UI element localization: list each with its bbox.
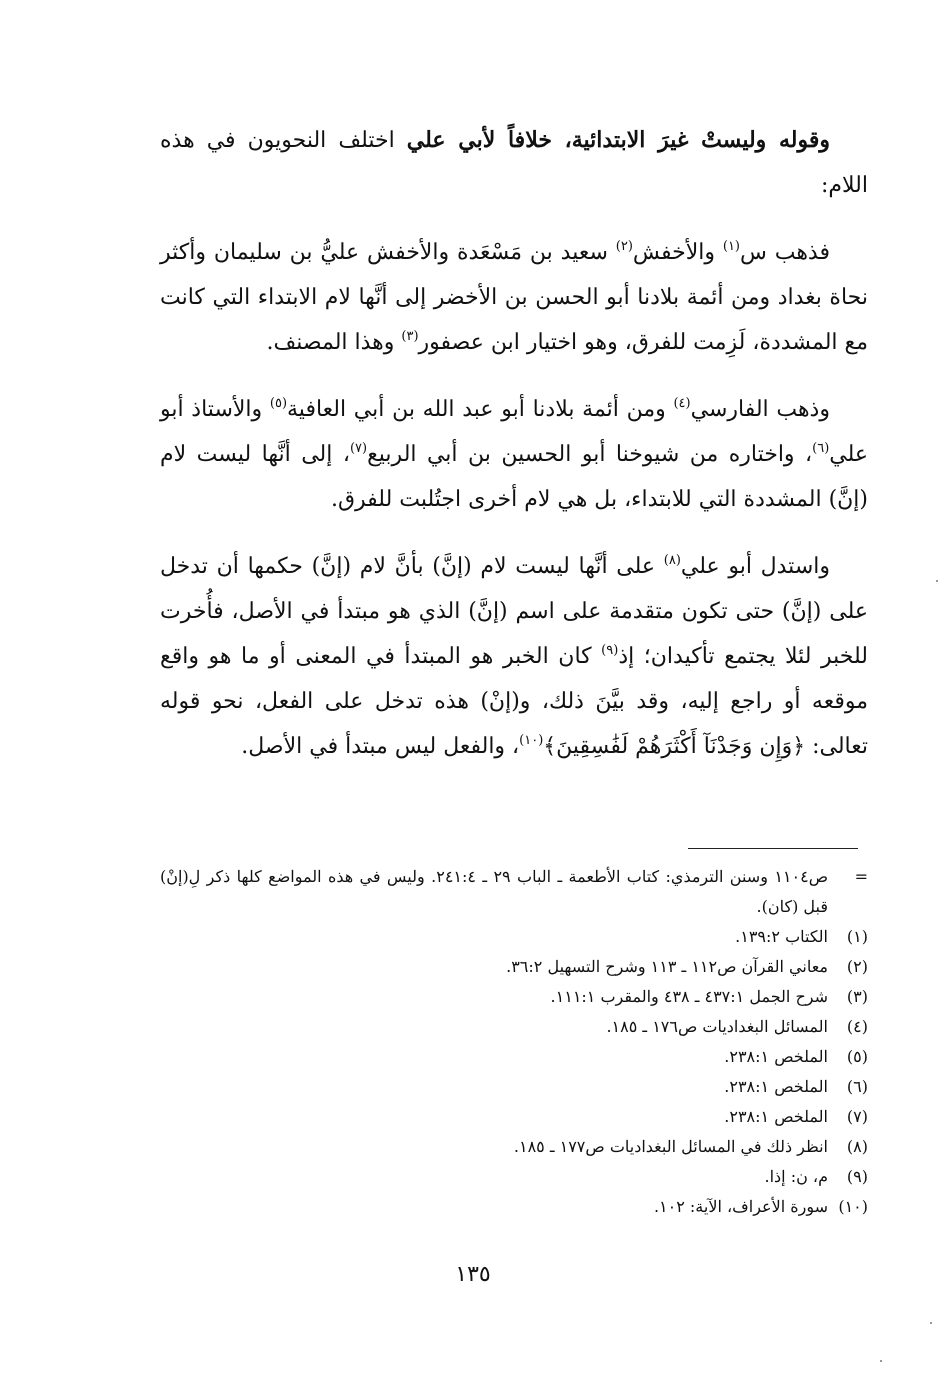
footnote-number: (٩) (846, 1167, 868, 1186)
footnote-2 (160, 952, 868, 982)
footnote-text: المسائل البغداديات ص١٧٦ ـ ١٨٥. (606, 1017, 828, 1036)
footnote-ref-1: (١) (722, 239, 740, 254)
paragraph-1 (160, 118, 868, 208)
footnote-1 (160, 922, 868, 952)
footnote-number: (٧) (846, 1107, 868, 1126)
footnote-8 (160, 1132, 868, 1162)
footnote-text: م، ن: إذا. (764, 1167, 828, 1186)
footnote-10 (160, 1192, 868, 1222)
footnote-text: الملخص ٢٣٨:١. (724, 1077, 828, 1096)
footnote-marker: = (854, 867, 868, 886)
footnote-divider (688, 848, 858, 849)
footnote-ref-6: (٦) (812, 441, 830, 456)
scan-speck (880, 1360, 882, 1362)
footnote-3 (160, 982, 868, 1012)
paragraph-3-seg5: ، إلى أنَّها ليست لام (إنَّ) المشددة التي للابتداء، بل هي لام أخرى اجتُلبت للفرق. (160, 442, 868, 512)
footnote-number: (٢) (846, 957, 868, 976)
paragraph-2 (160, 230, 868, 365)
footnote-ref-3: (٣) (401, 329, 419, 344)
footnote-text: شرح الجمل ٤٣٧:١ ـ ٤٣٨ والمقرب ١١١:١. (550, 987, 828, 1006)
paragraph-3-seg2: ومن أئمة بلادنا أبو عبد الله بن أبي العافية (287, 397, 674, 422)
footnote-5 (160, 1042, 868, 1072)
paragraph-4-seg2: على أنَّها ليست لام (إنَّ) بأنَّ لام (إنَّ) حكمها أن تدخل على (إنَّ) حتى تكون متقدمة على اسم (إنَّ) الذي هو مبتدأ في الأصل، فأُخرت للخبر لئلا يجتمع تأكيدان؛ إذ (160, 554, 868, 669)
footnote-number: (١٠) (838, 1197, 868, 1216)
paragraph-4-seg1: واستدل أبو علي (680, 554, 830, 579)
paragraph-3-seg3: والأستاذ أبو علي (160, 397, 869, 467)
footnote-ref-7: (٧) (349, 441, 368, 456)
paragraph-4-seg4: ، والفعل ليس مبتدأ في الأصل. (241, 734, 520, 759)
paragraph-3-seg1: وذهب الفارسي (690, 397, 830, 422)
paragraph-1-lead: وقوله وليستْ غيرَ الابتدائية، خلافاً لأبي علي (406, 127, 830, 153)
main-text (160, 118, 868, 791)
paragraph-2-seg4: وهذا المصنف. (266, 330, 402, 355)
footnote-continuation (160, 862, 868, 922)
footnote-number: (٨) (846, 1137, 868, 1156)
footnotes (160, 862, 868, 1222)
footnote-ref-5: (٥) (269, 396, 288, 411)
paragraph-2-seg1: فذهب س (740, 240, 830, 265)
paragraph-1-rest: اختلف النحويون في هذه اللام: (160, 128, 868, 198)
footnote-number: (٤) (846, 1017, 868, 1036)
footnote-ref-8: (٨) (663, 553, 681, 568)
paragraph-4 (160, 544, 868, 769)
footnote-4 (160, 1012, 868, 1042)
footnote-ref-4: (٤) (673, 396, 691, 411)
footnote-text: معاني القرآن ص١١٢ ـ ١١٣ وشرح التسهيل ٣٦:٢. (506, 957, 828, 976)
paragraph-2-seg3: سعيد بن مَسْعَدة والأخفش عليُّ بن سليمان وأكثر نحاة بغداد ومن أئمة بلادنا أبو الحسن بن الأخضر إلى أنَّها لام الابتداء التي كانت مع المشددة، لَزِمت للفرق، وهو اختيار ابن عصفور (160, 240, 868, 355)
paragraph-2-seg2: والأخفش (632, 240, 723, 265)
scan-speck (930, 1322, 932, 1324)
footnote-number: (١) (846, 927, 868, 946)
footnote-text: الكتاب ١٣٩:٢. (735, 927, 828, 946)
footnote-number: (٦) (846, 1077, 868, 1096)
footnote-7 (160, 1102, 868, 1132)
footnote-number: (٥) (846, 1047, 868, 1066)
paragraph-3 (160, 387, 868, 522)
footnote-text: ص١١٠٤ وسنن الترمذي: كتاب الأطعمة ـ الباب ٢٩ ـ ٢٤١:٤. وليس في هذه المواضع كلها ذكر لِ(إنْ) قبل (كان). (160, 867, 829, 916)
paragraph-4-seg3: كان الخبر هو المبتدأ في المعنى أو ما هو واقع موقعه أو راجع إليه، وقد بيَّنَ ذلك، و(إنْ) هذه تدخل على الفعل، نحو قوله تعالى: ﴿وَإِن وَجَدْنَآ أَكْثَرَهُمْ لَفَٰسِقِينَ﴾ (160, 644, 868, 759)
scan-speck (936, 580, 938, 582)
footnote-number: (٣) (846, 987, 868, 1006)
footnote-ref-2: (٢) (615, 239, 633, 254)
page-number: ١٣٥ (455, 1262, 491, 1287)
footnote-ref-9: (٩) (601, 643, 619, 658)
footnote-9 (160, 1162, 868, 1192)
footnote-text: الملخص ٢٣٨:١. (724, 1047, 828, 1066)
footnote-6 (160, 1072, 868, 1102)
footnote-ref-10: (١٠) (519, 733, 544, 748)
paragraph-3-seg4: ، واختاره من شيوخنا أبو الحسين بن أبي الربيع (367, 442, 813, 467)
footnote-text: انظر ذلك في المسائل البغداديات ص١٧٧ ـ ١٨٥. (513, 1137, 828, 1156)
footnote-text: الملخص ٢٣٨:١. (724, 1107, 828, 1126)
footnote-text: سورة الأعراف، الآية: ١٠٢. (653, 1197, 828, 1216)
